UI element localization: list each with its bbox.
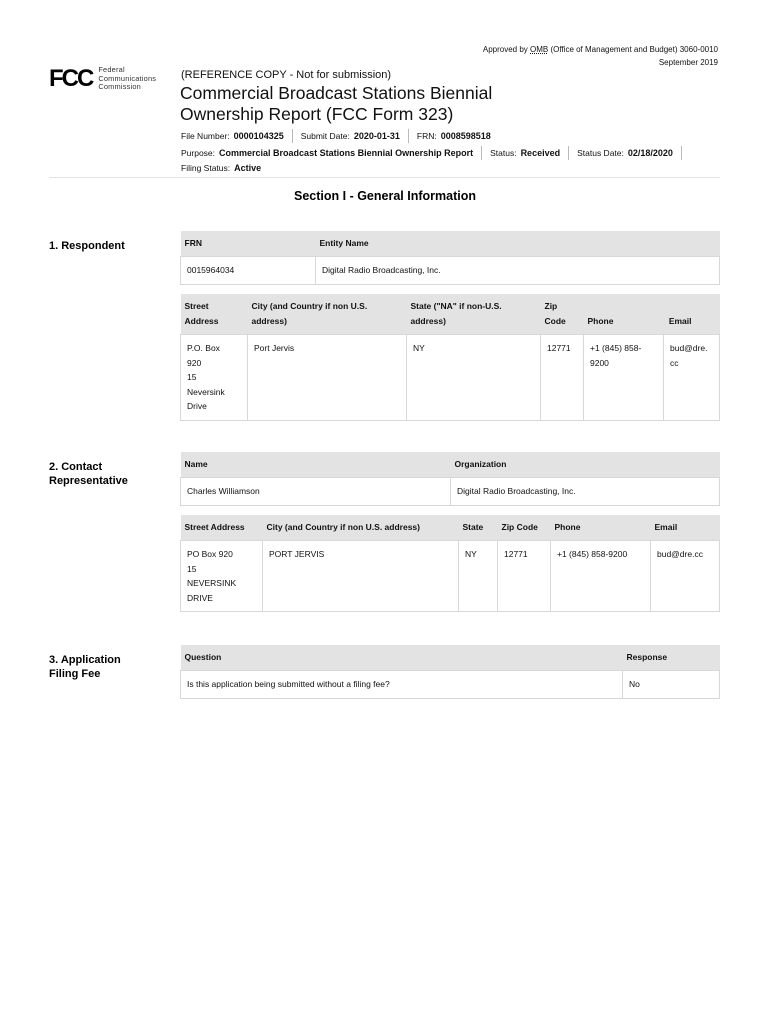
status-value: Received (520, 148, 561, 158)
filing-fee-label-line: 3. Application (49, 654, 121, 666)
logo-line-2: Communications (98, 73, 157, 83)
purpose-value: Commercial Broadcast Stations Biennial Ownership Report (219, 148, 474, 158)
respondent-id-table (180, 231, 720, 285)
status-date-value: 02/18/2020 (627, 148, 673, 158)
header-state: State ("NA" if non-U.S. address) (410, 301, 502, 326)
status-date (577, 146, 682, 160)
filing-meta-row-1 (181, 129, 507, 143)
fcc-logo (49, 66, 156, 92)
filing-meta-row-2 (181, 146, 690, 160)
column-header (181, 294, 248, 335)
contact-label-line: 2. Contact (49, 461, 103, 473)
approval-suffix: (Office of Management and Budget) 3060-0010 (548, 45, 718, 54)
section-title (0, 189, 770, 203)
header-zip: Zip Code (544, 301, 566, 326)
column-header: Email (664, 294, 720, 335)
street-line: P.O. Box (187, 343, 220, 353)
respondent-frn: 0015964034 (181, 257, 316, 285)
contact-state: NY (459, 541, 498, 612)
contact-email: bud@dre.cc (651, 541, 720, 612)
street-line: Neversink (187, 386, 225, 397)
column-header: State (459, 515, 498, 541)
omb-approval (483, 43, 718, 69)
street-line: PO Box 920 (187, 549, 233, 559)
submit-date (301, 129, 409, 143)
status-label: Status: (490, 148, 517, 158)
header-city: City (and Country if non U.S. address) (251, 301, 368, 326)
approval-date: September 2019 (658, 58, 718, 67)
column-header: Organization (451, 452, 720, 478)
email-line: bud@dre. (670, 343, 708, 353)
file-number-value: 0000104325 (233, 131, 284, 141)
table-header-row (181, 515, 720, 541)
filing-fee-question: Is this application being submitted without a filing fee? (181, 671, 623, 699)
column-header: Street Address (181, 515, 263, 541)
filing-fee-table (180, 645, 720, 699)
contact-name: Charles Williamson (181, 478, 451, 506)
table-row (181, 478, 720, 506)
respondent-label: 1. Respondent (49, 240, 125, 252)
respondent-phone (584, 335, 664, 421)
column-header (541, 294, 584, 335)
respondent-street (181, 335, 248, 421)
column-header: City (and Country if non U.S. address) (263, 515, 459, 541)
contact-organization: Digital Radio Broadcasting, Inc. (451, 478, 720, 506)
street-line: Drive (187, 401, 207, 411)
table-header-row (181, 452, 720, 478)
column-header: Phone (584, 294, 664, 335)
street-line: 15 (187, 372, 197, 382)
submit-date-value: 2020-01-31 (353, 131, 400, 141)
contact-phone: +1 (845) 858-9200 (551, 541, 651, 612)
table-row (181, 671, 720, 699)
section-title-text: Section I - General Information (294, 189, 476, 203)
column-header: Phone (551, 515, 651, 541)
column-header: Name (181, 452, 451, 478)
filing-status (181, 161, 269, 175)
filing-fee-label (49, 653, 121, 681)
header-street: Street Address (184, 301, 219, 326)
email-line: cc (670, 357, 679, 368)
contact-id-table (180, 452, 720, 506)
frn (417, 129, 499, 143)
table-row (181, 257, 720, 285)
contact-street (181, 541, 263, 612)
column-header (248, 294, 407, 335)
filing-status-value: Active (234, 163, 262, 173)
column-header: Response (623, 645, 720, 671)
page-title: Commercial Broadcast Stations Biennial Ownership Report (FCC Form 323) (180, 83, 493, 124)
logo-line-3: Commission (98, 82, 141, 91)
phone-line: +1 (845) 858- (590, 343, 642, 353)
street-line: DRIVE (187, 592, 213, 603)
column-header: FRN (181, 231, 316, 257)
contact-zip: 12771 (498, 541, 551, 612)
column-header: Zip Code (498, 515, 551, 541)
purpose (181, 146, 482, 160)
fcc-logo-wordmark (98, 66, 156, 92)
contact-address-table (180, 515, 720, 612)
file-number-label: File Number: (181, 131, 230, 141)
submit-date-label: Submit Date: (300, 131, 350, 141)
frn-label: FRN: (416, 131, 437, 141)
street-line: 15 (187, 563, 197, 574)
column-header (407, 294, 541, 335)
table-row (181, 335, 720, 421)
contact-city: PORT JERVIS (263, 541, 459, 612)
table-header-row (181, 294, 720, 335)
table-row (181, 541, 720, 612)
column-header: Email (651, 515, 720, 541)
reference-copy-note: (REFERENCE COPY - Not for submission) (181, 69, 392, 81)
respondent-email (664, 335, 720, 421)
file-number (181, 129, 293, 143)
filing-status-label: Filing Status: (181, 163, 231, 173)
respondent-entity-name: Digital Radio Broadcasting, Inc. (316, 257, 720, 285)
column-header: Question (181, 645, 623, 671)
phone-line: 9200 (590, 357, 609, 368)
approval-prefix: Approved by (482, 45, 531, 54)
filing-fee-response: No (623, 671, 720, 699)
omb-abbreviation: OMB (530, 45, 549, 54)
frn-value: 0008598518 (440, 131, 491, 141)
status-date-label: Status Date: (577, 148, 624, 158)
status (490, 146, 569, 160)
logo-line-1: Federal (98, 65, 125, 74)
fcc-logo-mark: FCC (49, 64, 93, 92)
respondent-address-table (180, 294, 720, 421)
column-header: Entity Name (316, 231, 720, 257)
respondent-state: NY (407, 335, 541, 421)
purpose-label: Purpose: (181, 148, 216, 158)
street-line: NEVERSINK (187, 578, 237, 588)
street-line: 920 (187, 357, 202, 368)
contact-label-line: Representative (49, 475, 128, 487)
filing-meta-row-3 (181, 161, 277, 175)
respondent-city: Port Jervis (248, 335, 407, 421)
table-header-row (181, 231, 720, 257)
filing-fee-label-line: Filing Fee (49, 668, 101, 680)
table-header-row (181, 645, 720, 671)
contact-label (49, 460, 128, 488)
respondent-zip: 12771 (541, 335, 584, 421)
header-divider (49, 177, 720, 178)
